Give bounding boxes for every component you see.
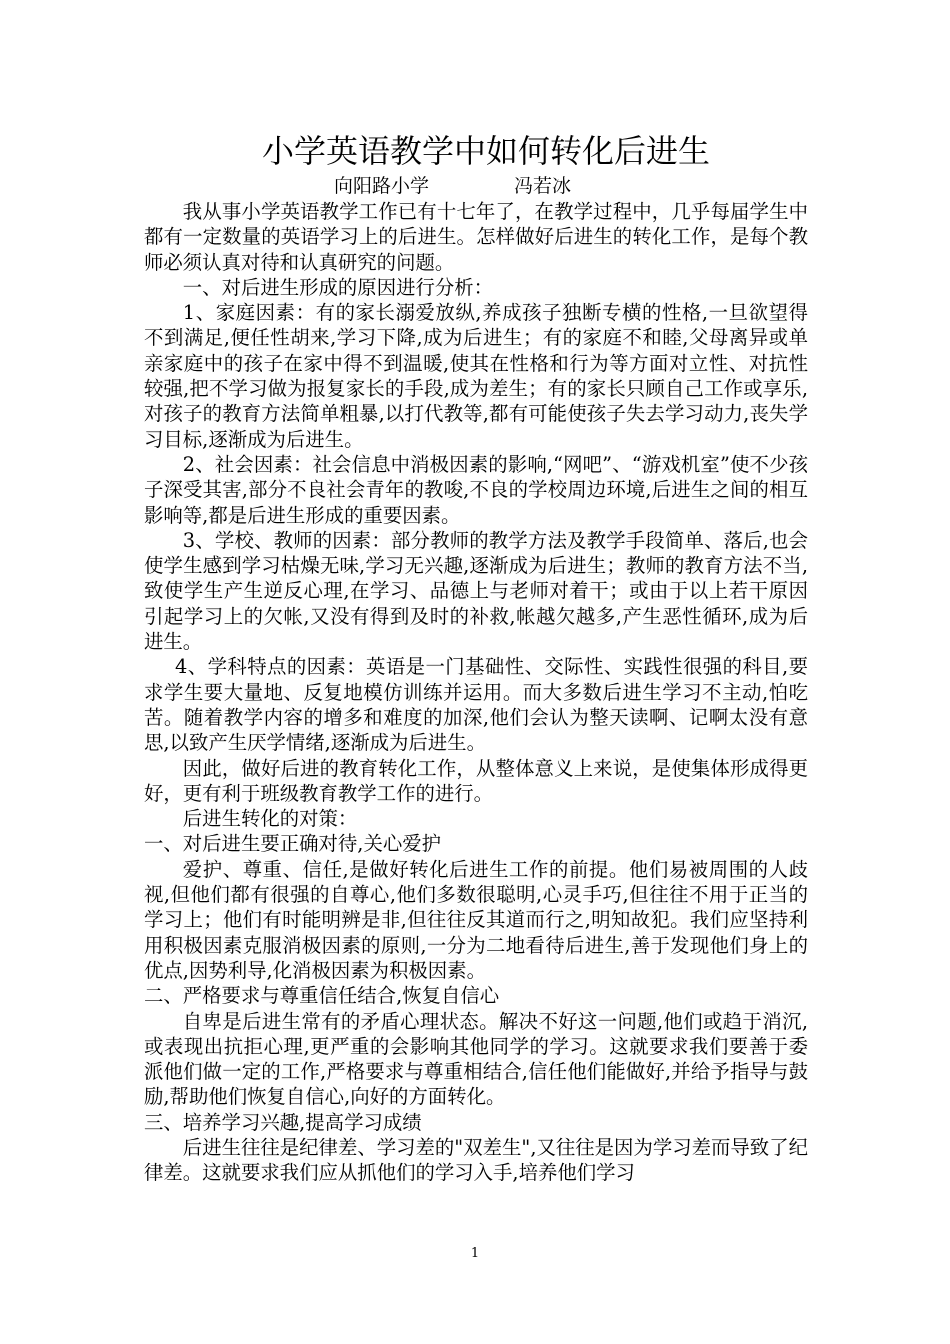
strategy-paragraph-1: 爱护、尊重、信任,是做好转化后进生工作的前提。他们易被周围的人歧视,但他们都有很强的自尊心,他们多数很聪明,心灵手巧,但往往不用于正当的学习上；他们有时能明辨是非,但往往反其道而行之,明知故犯。我们应坚持利用积极因素克服消极因素的原则,一分为二地看待后进生,善于发现他们身上的优点,因势利导,化消极因素为积极因素。 bbox=[144, 857, 808, 982]
section-heading-causes: 一、对后进生形成的原因进行分析： bbox=[182, 275, 494, 299]
paragraph-subject-factor: 4、学科特点的因素：英语是一门基础性、交际性、实践性很强的科目,要求学生要大量地、反复地模仿训练并运用。而大多数后进生学习不主动,怕吃苦。随着教学内容的增多和难度的加深,他们会认为整天读啊、记啊太没有意思,以致产生厌学情绪,逐渐成为后进生。 bbox=[144, 655, 808, 755]
paragraph-family-factor: 1、家庭因素：有的家长溺爱放纵,养成孩子独断专横的性格,一旦欲望得不到满足,便任性胡来,学习下降,成为后进生；有的家庭不和睦,父母离异或单亲家庭中的孩子在家中得不到温暖,使其在性格和行为等方面对立性、对抗性较强,把不学习做为报复家长的手段,成为差生；有的家长只顾自己工作或享乐,对孩子的教育方法简单粗暴,以打代教等,都有可能使孩子失去学习动力,丧失学习目标,逐渐成为后进生。 bbox=[144, 301, 808, 451]
section-heading-strategies: 后进生转化的对策： bbox=[182, 807, 358, 831]
strategy-paragraph-2: 自卑是后进生常有的矛盾心理状态。解决不好这一问题,他们或趋于消沉,或表现出抗拒心理,更严重的会影响其他同学的学习。这就要求我们要善于委派他们做一定的工作,严格要求与尊重相结合,信任他们能做好,并给予指导与鼓励,帮助他们恢复自信心,向好的方面转化。 bbox=[144, 1009, 808, 1109]
paragraph-school-factor: 3、学校、教师的因素：部分教师的教学方法及教学手段简单、落后,也会使学生感到学习枯燥无味,学习无兴趣,逐渐成为后进生；教师的教育方法不当,致使学生产生逆反心理,在学习、品德上与老师对着干；或由于以上若干原因引起学习上的欠帐,又没有得到及时的补救,帐越欠越多,产生恶性循环,成为后进生。 bbox=[144, 528, 808, 654]
author-name: 冯若冰 bbox=[514, 175, 572, 197]
paragraph-conclusion: 因此，做好后进的教育转化工作，从整体意义上来说，是使集体形成得更好，更有利于班级教育教学工作的进行。 bbox=[144, 756, 808, 805]
strategy-heading-1: 一、对后进生要正确对待,关心爱护 bbox=[144, 832, 442, 856]
intro-paragraph: 我从事小学英语教学工作已有十七年了，在教学过程中，几乎每届学生中都有一定数量的英语学习上的后进生。怎样做好后进生的转化工作，是每个教师必须认真对待和认真研究的问题。 bbox=[144, 200, 808, 274]
document-page bbox=[144, 128, 808, 1186]
paragraph-social-factor: 2、社会因素：社会信息中消极因素的影响,“网吧”、“游戏机室”使不少孩子深受其害,部分不良社会青年的教唆,不良的学校周边环境,后进生之间的相互影响等,都是后进生形成的重要因素。 bbox=[144, 452, 808, 527]
document-title: 小学英语教学中如何转化后进生 bbox=[261, 132, 710, 170]
strategy-heading-3: 三、培养学习兴趣,提高学习成绩 bbox=[144, 1110, 422, 1134]
byline bbox=[144, 174, 808, 199]
author-school: 向阳路小学 bbox=[334, 175, 430, 197]
page-number: 1 bbox=[470, 1246, 480, 1261]
strategy-heading-2: 二、严格要求与尊重信任结合,恢复自信心 bbox=[144, 984, 500, 1008]
strategy-paragraph-3: 后进生往往是纪律差、学习差的"双差生",又往往是因为学习差而导致了纪律差。这就要求我们应从抓他们的学习入手,培养他们学习 bbox=[144, 1135, 808, 1185]
